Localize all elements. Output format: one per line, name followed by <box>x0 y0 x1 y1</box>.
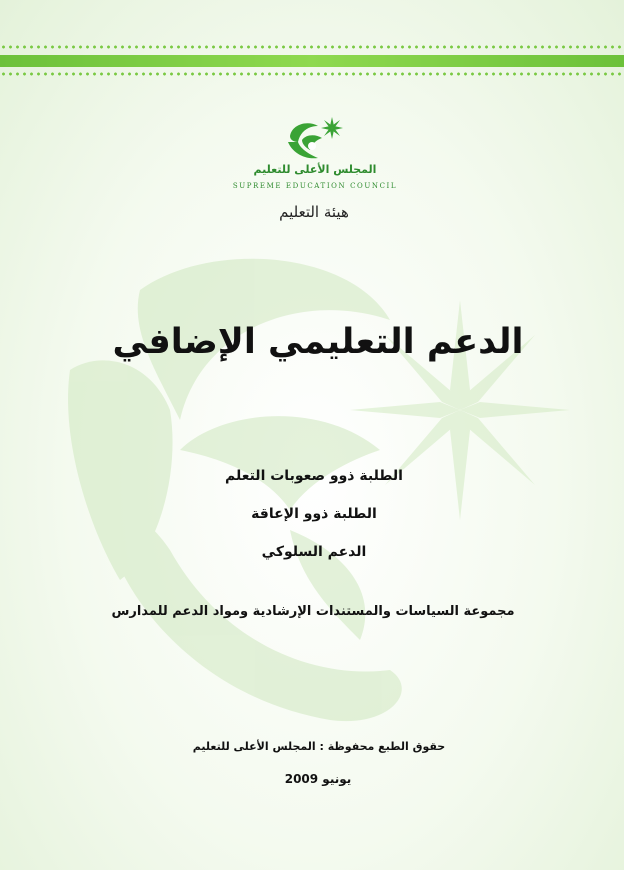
copyright-notice: حقوق الطبع محفوظة : المجلس الأعلى للتعليم <box>192 740 446 753</box>
logo-english-text: SUPREME EDUCATION COUNCIL <box>232 182 398 190</box>
council-logo-icon <box>282 116 348 166</box>
publication-date: يونيو 2009 <box>284 772 352 786</box>
topic-disabilities: الطلبة ذوو الإعاقة <box>251 506 377 522</box>
topic-behavioral-support: الدعم السلوكي <box>261 544 367 560</box>
collection-subtitle: مجموعة السياسات والمستندات الإرشادية ومواد الدعم للمدارس <box>111 604 515 619</box>
logo-arabic-text: المجلس الأعلى للتعليم <box>253 163 377 176</box>
green-header-band <box>0 55 624 67</box>
dotted-line-top <box>0 45 624 49</box>
organization-name: هيئة التعليم <box>279 203 349 221</box>
topic-learning-difficulties: الطلبة ذوو صعوبات التعلم <box>225 468 403 484</box>
page-title: الدعم التعليمي الإضافي <box>112 322 524 362</box>
dotted-line-bottom <box>0 72 624 76</box>
